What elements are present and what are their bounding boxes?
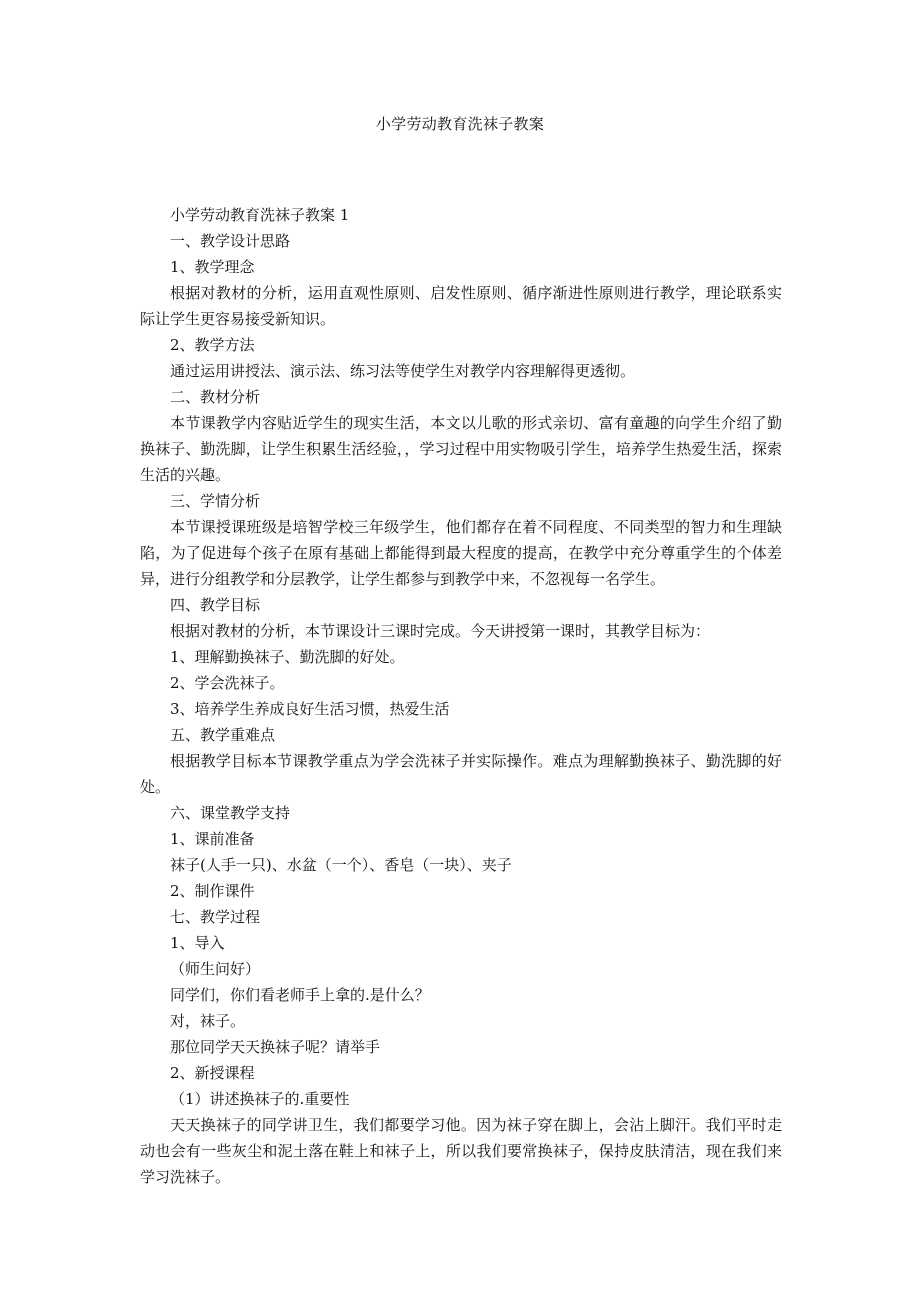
section-heading: 一、教学设计思路 [170, 232, 291, 250]
section-heading: 二、教材分析 [170, 388, 261, 406]
section-heading: 五、教学重难点 [170, 726, 276, 744]
subsection-heading: 1、课前准备 [170, 830, 255, 848]
section-heading: 小学劳动教育洗袜子教案 1 [170, 206, 350, 224]
section-heading: 三、学情分析 [170, 492, 261, 510]
section-heading: 六、课堂教学支持 [170, 804, 291, 822]
body-paragraph: 本节课授课班级是培智学校三年级学生，他们都存在着不同程度、不同类型的智力和生理缺陷，为了促进每个孩子在原有基础上都能得到最大程度的提高，在教学中充分尊重学生的个体差异，进行分组教学和分层教学，让学生都参与到教学中来，不忽视每一名学生。 [140, 518, 782, 588]
document-body [140, 202, 782, 1190]
list-item: 1、理解勤换袜子、勤洗脚的好处。 [170, 648, 405, 666]
list-item: 3、培养学生养成良好生活习惯，热爱生活 [170, 700, 450, 718]
document-title: 小学劳动教育洗袜子教案 [375, 115, 545, 133]
body-paragraph: 根据对教材的分析，本节课设计三课时完成。今天讲授第一课时，其教学目标为： [170, 622, 711, 640]
list-item: 2、学会洗袜子。 [170, 674, 285, 692]
body-paragraph: 那位同学天天换袜子呢？请举手 [170, 1038, 381, 1056]
subsection-heading: 1、教学理念 [170, 258, 255, 276]
subsection-heading: 2、新授课程 [170, 1064, 255, 1082]
section-heading: 四、教学目标 [170, 596, 261, 614]
subsection-heading: 2、制作课件 [170, 882, 255, 900]
body-paragraph: 本节课教学内容贴近学生的现实生活，本文以儿歌的形式亲切、富有童趣的向学生介绍了勤换袜子、勤洗脚，让学生积累生活经验，，学习过程中用实物吸引学生，培养学生热爱生活，探索生活的兴趣。 [140, 414, 782, 484]
body-paragraph: 天天换袜子的同学讲卫生，我们都要学习他。因为袜子穿在脚上，会沾上脚汗。我们平时走动也会有一些灰尘和泥土落在鞋上和袜子上，所以我们要常换袜子，保持皮肤清洁，现在我们来学习洗袜子。 [140, 1116, 782, 1186]
body-paragraph: 通过运用讲授法、演示法、练习法等使学生对教学内容理解得更透彻。 [170, 362, 636, 380]
body-paragraph: 根据对教材的分析，运用直观性原则、启发性原则、循序渐进性原则进行教学，理论联系实际让学生更容易接受新知识。 [140, 284, 782, 328]
subsection-heading: （1）讲述换袜子的.重要性 [170, 1090, 350, 1108]
subsection-heading: 1、导入 [170, 934, 225, 952]
section-heading: 七、教学过程 [170, 908, 261, 926]
subsection-heading: 2、教学方法 [170, 336, 255, 354]
body-paragraph: 根据教学目标本节课教学重点为学会洗袜子并实际操作。难点为理解勤换袜子、勤洗脚的好处。 [140, 752, 782, 796]
body-paragraph: （师生问好） [170, 960, 261, 978]
body-paragraph: 同学们，你们看老师手上拿的.是什么？ [170, 986, 430, 1004]
body-paragraph: 袜子(人手一只)、水盆（一个）、香皂（一块）、夹子 [170, 856, 512, 874]
body-paragraph: 对，袜子。 [170, 1012, 246, 1030]
